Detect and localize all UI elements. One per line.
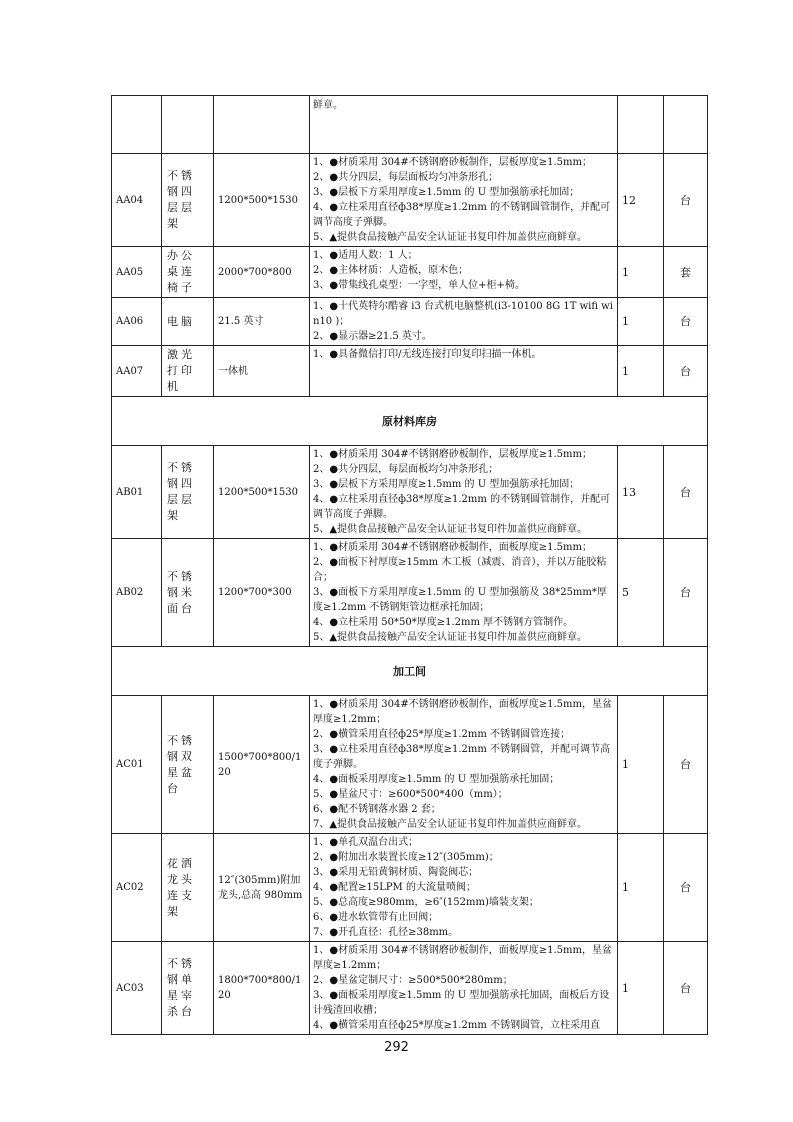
spec-line: 2、●显示器≥21.5 英寸。 xyxy=(313,331,432,342)
table-row xyxy=(112,346,708,397)
section-header-row xyxy=(112,397,708,446)
spec-line: 2、●主体材质：人造板，原木色； xyxy=(313,265,469,276)
item-quantity: 1 xyxy=(618,834,664,942)
item-unit xyxy=(664,96,708,154)
spec-line: 4、●面板采用厚度≥1.5mm 的 U 型加强筋承托加固； xyxy=(313,774,560,785)
item-name xyxy=(162,96,214,154)
item-name: 不锈钢米面台 xyxy=(162,539,214,647)
spec-line: 6、●配不锈钢落水器 2 套； xyxy=(313,804,441,815)
spec-line: 1、●材质采用 304#不锈钢磨砂板制作，面板厚度≥1.5mm； xyxy=(313,542,592,553)
item-quantity: 1 xyxy=(618,298,664,346)
spec-line: 3、●立柱采用直径ф38*厚度≥1.2mm 不锈钢圆管，并配可调节高度子弹脚。 xyxy=(313,744,611,770)
item-spec xyxy=(310,346,618,397)
item-spec xyxy=(310,154,618,247)
table-row xyxy=(112,834,708,942)
item-quantity: 1 xyxy=(618,346,664,397)
item-size: 1200*700*300 xyxy=(214,539,310,647)
spec-line: 1、●材质采用 304#不锈钢磨砂板制作，层板厚度≥1.5mm； xyxy=(313,449,592,460)
spec-line: 2、●面板下衬厚度≥15mm 木工板（减震、消音），并以万能胶粘合； xyxy=(313,557,607,583)
item-size: 一体机 xyxy=(214,346,310,397)
spec-line: 7、●开孔直径：孔径≥38mm。 xyxy=(313,927,459,938)
spec-line: 1、●材质采用 304#不锈钢磨砂板制作，层板厚度≥1.5mm； xyxy=(313,157,592,168)
spec-line: 4、●立柱采用直径ф38*厚度≥1.2mm 的不锈钢圆管制作，并配可调节高度子弹脚。 xyxy=(313,494,611,520)
item-unit: 台 xyxy=(664,539,708,647)
item-code: AB01 xyxy=(112,446,162,539)
item-size: 1200*500*1530 xyxy=(214,154,310,247)
item-spec xyxy=(310,247,618,298)
spec-line: 2、●附加出水装置长度≥12″(305mm)； xyxy=(313,852,499,863)
spec-line: 5、●星盆尺寸：≥600*500*400（mm）； xyxy=(313,789,508,800)
spec-line: 4、●横管采用直径ф25*厚度≥1.2mm 不锈钢圆管，立柱采用直 xyxy=(313,1020,601,1031)
spec-line: 7、▲提供食品接触产品安全认证证书复印件加盖供应商鲜章。 xyxy=(313,819,588,830)
item-unit: 台 xyxy=(664,834,708,942)
section-title: 原材料库房 xyxy=(112,397,708,446)
item-size: 1800*700*800/120 xyxy=(214,942,310,1035)
section-title: 加工间 xyxy=(112,647,708,696)
section-header-row xyxy=(112,647,708,696)
item-unit: 台 xyxy=(664,942,708,1035)
item-code xyxy=(112,96,162,154)
item-size: 1500*700*800/120 xyxy=(214,696,310,834)
item-name: 不锈钢单星宰杀台 xyxy=(162,942,214,1035)
item-spec xyxy=(310,942,618,1035)
item-spec xyxy=(310,446,618,539)
spec-line: 3、●面板采用厚度≥1.5mm 的 U 型加强筋承托加固，面板后方设计残渣回收槽； xyxy=(313,990,610,1016)
item-code: AA05 xyxy=(112,247,162,298)
item-spec xyxy=(310,298,618,346)
spec-line: 3、●层板下方采用厚度≥1.5mm 的 U 型加强筋承托加固； xyxy=(313,479,580,490)
item-name: 不锈钢四层层架 xyxy=(162,154,214,247)
item-size xyxy=(214,96,310,154)
table-row xyxy=(112,247,708,298)
item-code: AA07 xyxy=(112,346,162,397)
page-number: 292 xyxy=(384,1040,409,1055)
item-name: 不锈钢四层层架 xyxy=(162,446,214,539)
item-unit: 套 xyxy=(664,247,708,298)
spec-line: 3、●层板下方采用厚度≥1.5mm 的 U 型加强筋承托加固； xyxy=(313,187,580,198)
spec-line: 5、▲提供食品接触产品安全认证证书复印件加盖供应商鲜章。 xyxy=(313,232,588,243)
spec-line: 2、●共分四层，每层面板均匀冲条形孔； xyxy=(313,172,499,183)
spec-line: 5、●总高度≥980mm，≥6″(152mm)墙装支架； xyxy=(313,897,539,908)
item-quantity: 13 xyxy=(618,446,664,539)
spec-line: 1、●十代英特尔酷睿 i3 台式机电脑整机(i3-10100 8G 1T wifi win10 )； xyxy=(313,301,613,327)
spec-line: 1、●材质采用 304#不锈钢磨砂板制作，面板厚度≥1.5mm，星盆厚度≥1.2mm； xyxy=(313,699,612,725)
item-quantity: 1 xyxy=(618,696,664,834)
table-row xyxy=(112,154,708,247)
item-name: 电脑 xyxy=(162,298,214,346)
spec-line: 5、▲提供食品接触产品安全认证证书复印件加盖供应商鲜章。 xyxy=(313,524,588,535)
spec-line: 6、●进水软管带有止回阀； xyxy=(313,912,439,923)
item-name: 办公桌连椅子 xyxy=(162,247,214,298)
item-name: 激光打印机 xyxy=(162,346,214,397)
table-row xyxy=(112,696,708,834)
item-quantity: 5 xyxy=(618,539,664,647)
item-quantity: 12 xyxy=(618,154,664,247)
item-code: AC01 xyxy=(112,696,162,834)
spec-line: 1、●具备微信打印/无线连接打印复印扫描一体机。 xyxy=(313,349,542,360)
item-size: 2000*700*800 xyxy=(214,247,310,298)
item-unit: 台 xyxy=(664,446,708,539)
item-name: 花洒龙头连支架 xyxy=(162,834,214,942)
spec-line: 4、●立柱采用 50*50*厚度≥1.2mm 厚不锈钢方管制作。 xyxy=(313,617,574,628)
spec-line: 2、●星盆定制尺寸：≥500*500*280mm； xyxy=(313,975,513,986)
item-spec xyxy=(310,96,618,154)
spec-line: 1、●适用人数：1 人； xyxy=(313,250,418,261)
spec-line: 3、●带集线孔桌型：一字型，单人位+柜+椅。 xyxy=(313,280,525,291)
item-unit: 台 xyxy=(664,154,708,247)
item-code: AA06 xyxy=(112,298,162,346)
item-size: 12″(305mm)附加龙头,总高 980mm xyxy=(214,834,310,942)
table-row xyxy=(112,298,708,346)
item-spec xyxy=(310,834,618,942)
item-quantity: 1 xyxy=(618,942,664,1035)
spec-line: 2、●横管采用直径ф25*厚度≥1.2mm 不锈钢圆管连接； xyxy=(313,729,571,740)
spec-line: 2、●共分四层，每层面板均匀冲条形孔； xyxy=(313,464,499,475)
table-row xyxy=(112,942,708,1035)
item-code: AC02 xyxy=(112,834,162,942)
item-quantity xyxy=(618,96,664,154)
spec-line: 5、▲提供食品接触产品安全认证证书复印件加盖供应商鲜章。 xyxy=(313,632,588,643)
table-row xyxy=(112,446,708,539)
item-unit: 台 xyxy=(664,298,708,346)
spec-line: 3、●采用无铅黄铜材质、陶瓷阀芯； xyxy=(313,867,479,878)
item-name: 不锈钢双星盆台 xyxy=(162,696,214,834)
table-row xyxy=(112,539,708,647)
item-size: 21.5 英寸 xyxy=(214,298,310,346)
item-quantity: 1 xyxy=(618,247,664,298)
item-spec xyxy=(310,539,618,647)
table-row xyxy=(112,96,708,154)
item-code: AA04 xyxy=(112,154,162,247)
item-spec xyxy=(310,696,618,834)
item-unit: 台 xyxy=(664,346,708,397)
spec-line: 3、●面板下方采用厚度≥1.5mm 的 U 型加强筋及 38*25mm*厚度≥1.2mm 不锈钢矩管边框承托加固； xyxy=(313,587,607,613)
equipment-spec-table xyxy=(111,95,708,1035)
item-size: 1200*500*1530 xyxy=(214,446,310,539)
spec-line: 4、●立柱采用直径ф38*厚度≥1.2mm 的不锈钢圆管制作，并配可调节高度子弹脚。 xyxy=(313,202,611,228)
spec-line: 1、●材质采用 304#不锈钢磨砂板制作，面板厚度≥1.5mm，星盆厚度≥1.2mm； xyxy=(313,945,612,971)
item-code: AB02 xyxy=(112,539,162,647)
spec-line: 4、●配置≥15LPM 的大流量喷阀； xyxy=(313,882,476,893)
item-unit: 台 xyxy=(664,696,708,834)
spec-line: 鲜章。 xyxy=(313,100,343,111)
spec-line: 1、●单孔双温台出式； xyxy=(313,837,419,848)
item-code: AC03 xyxy=(112,942,162,1035)
